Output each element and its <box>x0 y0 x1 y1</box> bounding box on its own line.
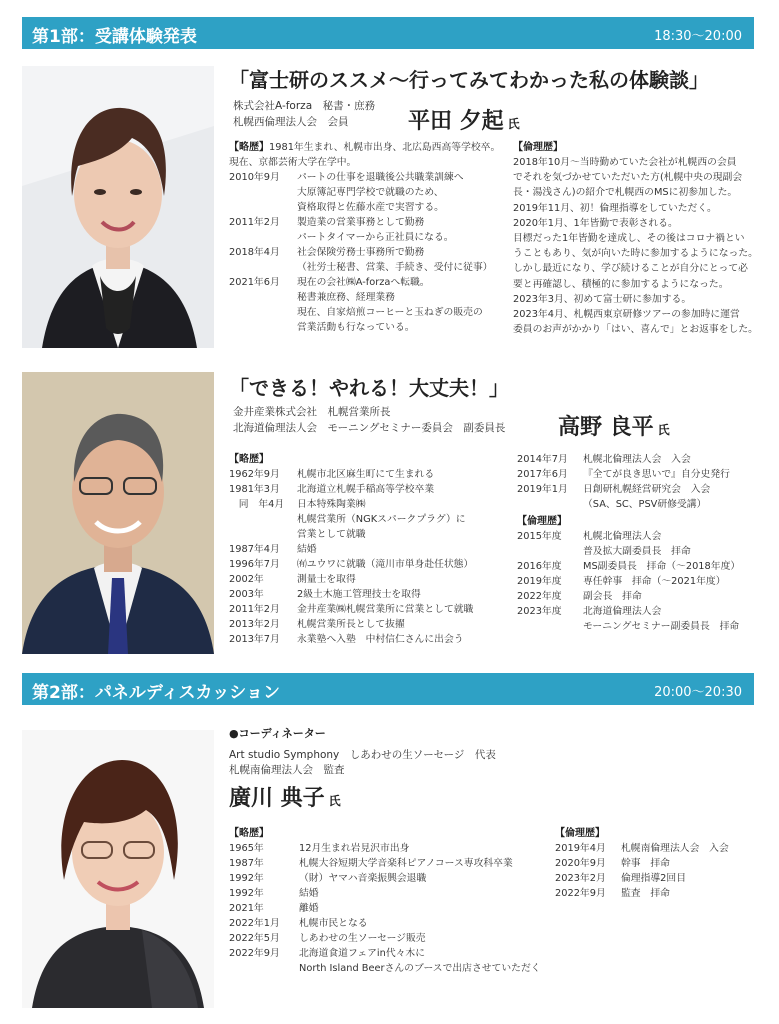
coordinator-bio-row <box>229 901 541 916</box>
speaker1-bio-date <box>229 305 297 320</box>
coordinator-affiliation-2: 札幌南倫理法人会 監査 <box>229 764 345 776</box>
speaker1-ethics-line: 委員のお声がかかり「はい、喜んで」とお返事をした。 <box>513 324 758 336</box>
speaker1-bio-text: 秘書兼庶務、経理業務 <box>297 292 395 304</box>
coordinator-bio-heading: 【略歴】 <box>229 828 269 839</box>
speaker2-bio-list <box>229 467 473 647</box>
speaker1-ethics-line: 要と再確認し、積極的に参加するようになった。 <box>513 278 729 290</box>
part1-title: 第1部：受講体験発表 <box>32 27 197 47</box>
coordinator-bio-text: （財）ヤマハ音楽振興会退職 <box>299 873 427 884</box>
speaker2-ethics-date <box>517 619 583 634</box>
speaker2-bio-date: 1987年4月 <box>229 544 280 555</box>
speaker1-affiliation-1: 株式会社A-forza 秘書・庶務 <box>233 100 376 112</box>
speaker2-ethics-date: 2016年度 <box>517 561 562 572</box>
speaker1-bio-text: 製造業の営業事務として勤務 <box>297 217 425 229</box>
speaker2-ethics-text: 札幌北倫理法人会 <box>583 531 662 542</box>
speaker2-bio-text: 日本特殊陶業㈱ <box>297 499 366 510</box>
speaker1-bio-intro-2: 現在、京都芸術大学在学中。 <box>229 157 357 169</box>
speaker2-ethics-row <box>517 604 740 619</box>
speaker2-bio-right-text: 日創研札幌経営研究会 入会 <box>583 484 711 495</box>
speaker2-bio-text: 2級土木施工管理技士を取得 <box>297 589 421 600</box>
speaker1-bio-row <box>229 320 500 335</box>
speaker2-bio-row <box>229 617 473 632</box>
coordinator-ethics-text: 札幌南倫理法人会 入会 <box>621 843 729 854</box>
coordinator-ethics-row <box>555 871 729 886</box>
coordinator-ethics-row <box>555 856 729 871</box>
speaker2-ethics-row <box>517 529 740 544</box>
speaker2-bio-row <box>229 542 473 557</box>
speaker2-ethics-row <box>517 544 740 559</box>
speaker2-bio-right <box>517 452 740 634</box>
speaker1-ethics-heading: 【倫理歴】 <box>513 142 563 153</box>
coordinator-bio-text: 札幌大谷短期大学音楽科ピアノコース専攻科卒業 <box>299 858 513 869</box>
speaker2-bio-text: 結婚 <box>297 544 317 555</box>
coordinator-photo <box>22 730 214 1008</box>
coordinator-bio-text: しあわせの生ソーセージ販売 <box>299 933 426 944</box>
speaker2-bio-row <box>229 572 473 587</box>
coordinator-honorific: 氏 <box>328 794 341 808</box>
coordinator-bio-date: 1965年 <box>229 843 264 854</box>
coordinator-ethics-date: 2023年2月 <box>555 873 606 884</box>
speaker2-affiliation-2: 北海道倫理法人会 モーニングセミナー委員会 副委員長 <box>233 422 506 434</box>
speaker2-affiliation-1: 金井産業株式会社 札幌営業所長 <box>233 406 391 418</box>
speaker1-bio-row <box>229 170 500 185</box>
speaker1-bio-text: 社会保険労務士事務所で勤務 <box>297 247 425 259</box>
coordinator-bio-text: North Island Beerさんのブースで出店させていただく <box>299 963 541 974</box>
speaker1-ethics <box>513 140 758 337</box>
speaker2-ethics-date: 2019年度 <box>517 576 562 587</box>
speaker1-ethics-line: 2023年4月、札幌西東京研修ツアーの参加時に運営 <box>513 309 740 321</box>
coordinator-ethics-date: 2022年9月 <box>555 888 606 899</box>
speaker2-bio-row <box>229 602 473 617</box>
speaker2-ethics-row <box>517 589 740 604</box>
coordinator-bio-date: 2021年 <box>229 903 264 914</box>
speaker2-ethics-date: 2022年度 <box>517 591 562 602</box>
speaker1-bio-text: （社労士秘書、営業、手続き、受付に従事） <box>297 262 493 274</box>
coordinator-bio-list <box>229 841 541 976</box>
speaker2-bio-right-row <box>517 467 740 482</box>
speaker1-bio-row <box>229 275 500 290</box>
speaker1-bio-row <box>229 290 500 305</box>
speaker2-bio-date <box>229 512 297 527</box>
speaker1-ethics-line: しかし最近になり、学び続けることが自分にとって必 <box>513 263 748 275</box>
speaker2-bio-right-row <box>517 497 740 512</box>
speaker2-ethics-text: 北海道倫理法人会 <box>583 606 662 617</box>
coordinator-bio-text: 札幌市民となる <box>299 918 368 929</box>
speaker2-ethics-text: 普及拡大副委員長 拝命 <box>583 546 691 557</box>
coordinator-bio-row <box>229 856 541 871</box>
speaker1-ethics-list <box>513 155 758 337</box>
speaker2-bio-text: 北海道立札幌手稲高等学校卒業 <box>297 484 435 495</box>
coordinator-ethics-row <box>555 886 729 901</box>
speaker2-bio-right-date: 2017年6月 <box>517 469 568 480</box>
speaker2-bio-right-text: 札幌北倫理法人会 入会 <box>583 454 691 465</box>
speaker2-bio-text: ㈲ユウワに就職（滝川市単身赴任状態） <box>297 559 474 570</box>
speaker2-bio-text: 金井産業㈱札幌営業所に営業として就職 <box>297 604 474 615</box>
speaker2-bio-right-row <box>517 482 740 497</box>
speaker2-bio-date: 2002年 <box>229 574 264 585</box>
speaker1-ethics-line: うこともあり、気が向いた時に参加するようになった。 <box>513 248 758 260</box>
speaker2-bio-row <box>229 527 473 542</box>
speaker2-bio-date: 1962年9月 <box>229 469 280 480</box>
speaker1-bio-date: 2021年6月 <box>229 277 280 289</box>
coordinator-ethics-list <box>555 841 729 901</box>
speaker2-ethics-text: 副会長 拝命 <box>583 591 642 602</box>
speaker1-bio-text: 現在、自家焙煎コーヒーと玉ねぎの販売の <box>297 307 483 319</box>
part2-banner <box>22 673 754 705</box>
coordinator-bio-text: 12月生まれ岩見沢市出身 <box>299 843 410 854</box>
speaker1-bio-date <box>229 185 297 200</box>
speaker1-bio-text: 営業活動も行なっている。 <box>297 322 415 334</box>
speaker2-ethics-date <box>517 544 583 559</box>
speaker2-bio-right-list <box>517 452 740 512</box>
speaker1-affiliation-2: 札幌西倫理法人会 会員 <box>233 116 349 128</box>
speaker1-bio-row <box>229 260 500 275</box>
speaker1-bio-row <box>229 215 500 230</box>
coordinator-ethics-date: 2019年4月 <box>555 843 606 854</box>
speaker1-ethics-line: でそれを気づかせていただいた方(札幌中央の現副会 <box>513 172 743 184</box>
coordinator-name-block <box>229 781 341 812</box>
coordinator-bio-date: 2022年1月 <box>229 918 280 929</box>
speaker1-ethics-line: 2018年10月〜当時勤めていた会社が札幌西の会員 <box>513 157 737 168</box>
speaker2-ethics-date: 2023年度 <box>517 606 562 617</box>
speaker1-bio-row <box>229 200 500 215</box>
speaker1-bio-row <box>229 185 500 200</box>
speaker1-honorific: 氏 <box>507 117 520 131</box>
coordinator-ethics <box>555 826 729 901</box>
coordinator-ethics-date: 2020年9月 <box>555 858 606 869</box>
speaker2-bio-row <box>229 587 473 602</box>
speaker2-bio-right-text: 『全てが良き思いで』自分史発行 <box>583 469 730 480</box>
coordinator-bio-text: 北海道食道フェアin代々木に <box>299 948 426 959</box>
coordinator-bio-row <box>229 841 541 856</box>
speaker1-ethics-line: 2023年3月、初めて富士研に参加する。 <box>513 293 692 305</box>
speaker2-bio-date: 2013年7月 <box>229 634 280 645</box>
speaker1-bio-row <box>229 305 500 320</box>
coordinator-role: ●コーディネーター <box>229 727 326 740</box>
coordinator-name: 廣川 典子 <box>229 786 325 811</box>
speaker2-bio-date: 2003年 <box>229 589 264 600</box>
speaker1-ethics-line: 目標だった1年皆勤を達成し、その後はコロナ禍とい <box>513 233 745 245</box>
coordinator-bio <box>229 826 541 976</box>
coordinator-bio-row <box>229 946 541 961</box>
speaker1-bio-date <box>229 260 297 275</box>
speaker1-bio-date: 2018年4月 <box>229 247 280 259</box>
part2-title: 第2部：パネルディスカッション <box>32 683 280 703</box>
coordinator-bio-row <box>229 871 541 886</box>
speaker2-bio-date: 同 年4月 <box>229 499 285 510</box>
speaker2-ethics-list <box>517 529 740 634</box>
speaker2-photo <box>22 372 214 654</box>
coordinator-bio-text: 離婚 <box>299 903 319 914</box>
speaker2-ethics-row <box>517 619 740 634</box>
coordinator-bio-date: 1987年 <box>229 858 264 869</box>
coordinator-ethics-text: 監査 拝命 <box>621 888 670 899</box>
speaker1-bio-date <box>229 290 297 305</box>
speaker1-bio-date <box>229 230 297 245</box>
speaker2-bio-right-date <box>517 497 583 512</box>
coordinator-bio-date: 2022年5月 <box>229 933 280 944</box>
speaker1-bio-row <box>229 230 500 245</box>
speaker2-bio-text: 営業として就職 <box>297 529 366 540</box>
speaker2-name-block <box>558 410 670 441</box>
speaker2-bio-date: 2013年2月 <box>229 619 280 630</box>
speaker2-bio-date: 1996年7月 <box>229 559 280 570</box>
speaker1-bio-row <box>229 245 500 260</box>
speaker1-bio-text: 大原簿記専門学校で就職のため、 <box>297 187 444 199</box>
speaker1-name-block <box>408 104 520 135</box>
speaker1-bio-date <box>229 200 297 215</box>
speaker2-bio-right-date: 2014年7月 <box>517 454 568 465</box>
coordinator-bio-date: 1992年 <box>229 873 264 884</box>
speaker2-bio-row <box>229 467 473 482</box>
speaker2-ethics-text: モーニングセミナー副委員長 拝命 <box>583 621 740 632</box>
speaker2-bio-date: 2011年2月 <box>229 604 280 615</box>
speaker2-bio-right-row <box>517 452 740 467</box>
coordinator-ethics-text: 幹事 拝命 <box>621 858 670 869</box>
speaker1-bio-text: パートの仕事を退職後公共職業訓練へ <box>297 172 464 184</box>
speaker2-bio-text: 永業塾へ入塾 中村信仁さんに出会う <box>297 634 464 645</box>
speaker2-talk-title: 「できる！やれる！大丈夫！」 <box>229 376 509 400</box>
speaker2-ethics-text: MS副委員長 拝命（〜2018年度） <box>583 561 741 572</box>
speaker1-bio <box>229 140 500 335</box>
speaker2-bio-text: 札幌市北区麻生町にて生まれる <box>297 469 435 480</box>
speaker2-bio-row <box>229 632 473 647</box>
speaker1-talk-title: 「富士研のススメ〜行ってみてわかった私の体験談」 <box>229 68 709 92</box>
coordinator-bio-row <box>229 886 541 901</box>
coordinator-ethics-heading: 【倫理歴】 <box>555 828 605 839</box>
speaker2-ethics-text: 専任幹事 拝命（〜2021年度） <box>583 576 726 587</box>
speaker1-bio-date <box>229 320 297 335</box>
speaker2-bio-row <box>229 482 473 497</box>
speaker1-bio-date: 2010年9月 <box>229 172 280 184</box>
coordinator-bio-date: 1992年 <box>229 888 264 899</box>
speaker2-bio-text: 測量士を取得 <box>297 574 356 585</box>
speaker2-ethics-row <box>517 559 740 574</box>
speaker1-bio-intro-1: 1981年生まれ、札幌市出身、北広島西高等学校卒。 <box>269 142 501 153</box>
speaker2-ethics-row <box>517 574 740 589</box>
speaker2-name: 高野 良平 <box>558 415 654 440</box>
speaker1-bio-date: 2011年2月 <box>229 217 280 229</box>
speaker1-ethics-line: 2019年11月、初！倫理指導をしていただく。 <box>513 202 717 214</box>
speaker1-photo <box>22 66 214 348</box>
speaker2-bio-row <box>229 557 473 572</box>
speaker1-bio-text: 資格取得と佐藤水産で実習する。 <box>297 202 444 214</box>
speaker1-bio-text: 現在の会社㈱A-forzaへ転職。 <box>297 277 430 289</box>
speaker2-bio-text: 札幌営業所（NGKスパークプラグ）に <box>297 514 466 525</box>
speaker1-ethics-line: 2020年1月、1年皆勤で表彰される。 <box>513 217 678 229</box>
speaker1-bio-list <box>229 170 500 335</box>
speaker2-bio-text: 札幌営業所長として抜擢 <box>297 619 405 630</box>
coordinator-ethics-text: 倫理指導2回目 <box>621 873 687 884</box>
coordinator-bio-row <box>229 916 541 931</box>
speaker2-ethics-date: 2015年度 <box>517 531 562 542</box>
speaker2-bio-heading: 【略歴】 <box>229 454 269 465</box>
speaker1-name: 平田 夕起 <box>408 109 504 134</box>
speaker1-bio-text: パートタイマーから正社員になる。 <box>297 232 454 244</box>
speaker1-ethics-line: 長・湯浅さん)の紹介で札幌西のMSに初参加した。 <box>513 187 738 199</box>
speaker2-honorific: 氏 <box>657 423 670 437</box>
speaker2-ethics-heading: 【倫理歴】 <box>517 516 567 527</box>
coordinator-bio-row <box>229 931 541 946</box>
coordinator-bio-text: 結婚 <box>299 888 319 899</box>
speaker2-bio-date <box>229 527 297 542</box>
coordinator-bio-row <box>229 961 541 976</box>
speaker2-bio-date: 1981年3月 <box>229 484 280 495</box>
part2-time: 20:00〜20:30 <box>654 685 742 700</box>
coordinator-affiliation-1: Art studio Symphony しあわせの生ソーセージ 代表 <box>229 749 496 761</box>
speaker2-bio-row <box>229 497 473 512</box>
speaker1-bio-heading: 【略歴】 <box>229 142 269 153</box>
coordinator-ethics-row <box>555 841 729 856</box>
speaker2-bio-right-date: 2019年1月 <box>517 484 568 495</box>
part1-banner <box>22 17 754 49</box>
speaker2-bio-right-text: （SA、SC、PSV研修受講） <box>583 499 707 510</box>
part1-time: 18:30〜20:00 <box>654 29 742 44</box>
speaker2-bio <box>229 452 473 647</box>
speaker2-bio-row <box>229 512 473 527</box>
coordinator-bio-date <box>229 961 299 976</box>
coordinator-bio-date: 2022年9月 <box>229 948 280 959</box>
